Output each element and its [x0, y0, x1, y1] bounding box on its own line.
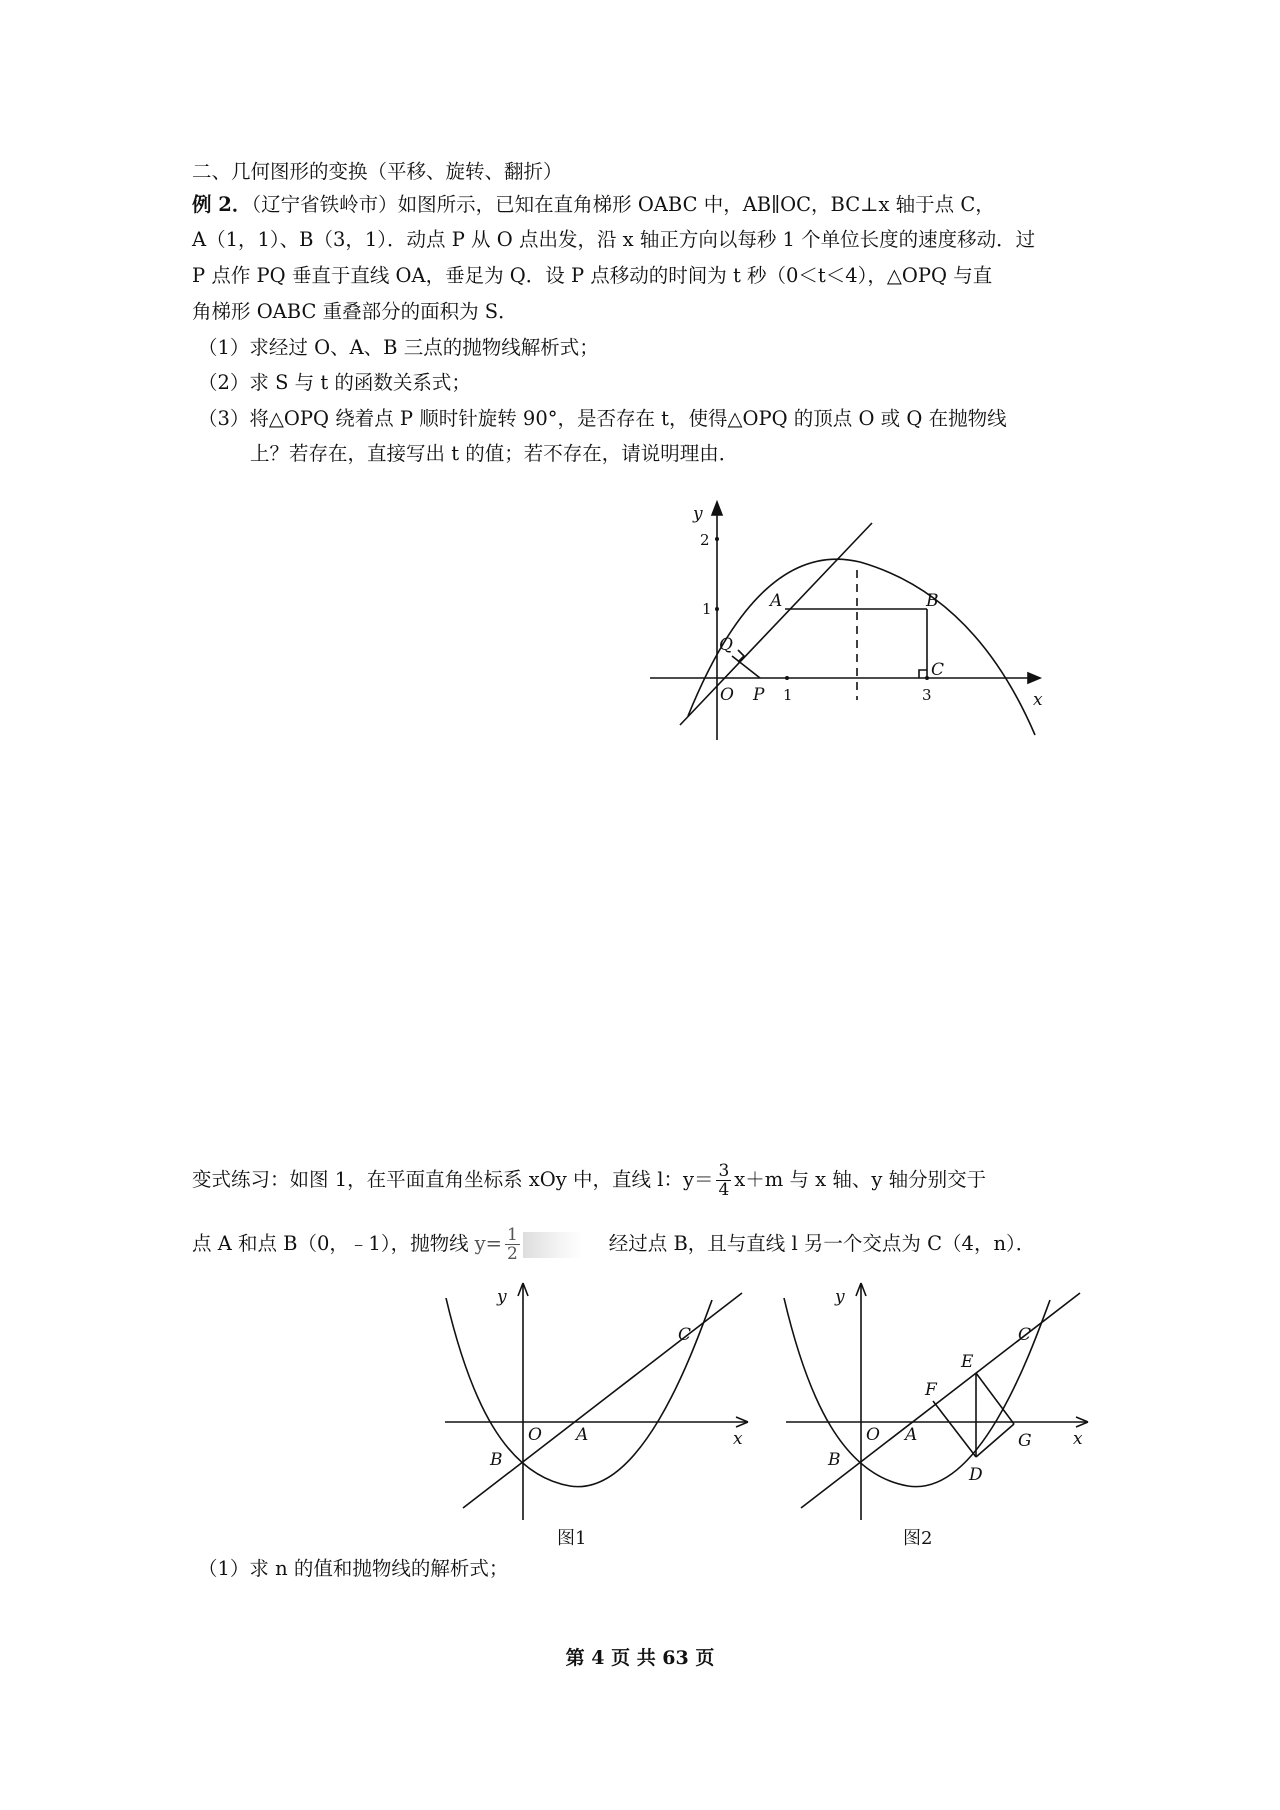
label-d: D — [969, 1465, 983, 1485]
question-2: （2）求 S 与 t 的函数关系式； — [198, 371, 471, 394]
label-q: Q — [719, 635, 733, 655]
segment-fd — [933, 1401, 976, 1457]
variant-line1-pre: 变式练习：如图 1，在平面直角坐标系 xOy 中，直线 l：y＝ — [192, 1168, 714, 1191]
question-3-line-1: （3）将△OPQ 绕着点 P 顺时针旋转 90°，是否存在 t，使得△OPQ 的顶点 O 或 Q 在抛物线 — [198, 407, 1007, 430]
label-c: C — [678, 1325, 692, 1345]
figure-2-diagram — [775, 1275, 1095, 1555]
label-x: x — [733, 1429, 743, 1449]
label-e: E — [961, 1352, 974, 1372]
variant-line-1 — [192, 1162, 986, 1199]
example-line-3: P 点作 PQ 垂直于直线 OA，垂足为 Q．设 P 点移动的时间为 t 秒（0＜t＜4），△OPQ 与直 — [192, 264, 993, 287]
example-line-2: A（1，1）、B（3，1）．动点 P 从 O 点出发，沿 x 轴正方向以每秒 1 个单位长度的速度移动．过 — [192, 228, 1036, 251]
figure-1-caption: 图1 — [557, 1528, 587, 1549]
figure-2-caption: 图2 — [903, 1528, 933, 1549]
variant-line-2 — [192, 1226, 1035, 1263]
label-y: y — [693, 504, 703, 524]
example-line-4: 角梯形 OABC 重叠部分的面积为 S． — [192, 300, 518, 323]
line-l — [801, 1293, 1080, 1508]
label-b: B — [490, 1450, 503, 1470]
fraction-numerator: 3 — [718, 1161, 730, 1181]
tick-y-1 — [715, 607, 719, 611]
line-l — [463, 1293, 742, 1508]
parabola-formula — [474, 1225, 523, 1264]
variant-line2-pre: 点 A 和点 B（0，﹣1），抛物线 — [192, 1232, 469, 1255]
label-y-2: 2 — [700, 531, 710, 549]
label-o: O — [720, 685, 734, 705]
fraction-denominator: 2 — [506, 1244, 518, 1264]
label-g: G — [1018, 1431, 1032, 1451]
example-line1-rest: 如图所示，已知在直角梯形 OABC 中，AB∥OC，BC⊥x 轴于点 C， — [397, 193, 995, 216]
parabola — [446, 1298, 712, 1487]
label-x-3: 3 — [922, 686, 932, 704]
parabola — [784, 1298, 1050, 1487]
parabola — [688, 559, 1035, 735]
tick-y-2 — [715, 537, 719, 541]
label-x: x — [1073, 1429, 1083, 1449]
label-y-1: 1 — [702, 600, 712, 618]
example-label: 例 2． — [192, 193, 252, 216]
question-1: （1）求经过 O、A、B 三点的抛物线解析式； — [198, 336, 599, 359]
figure-trapezoid-parabola — [645, 495, 1050, 745]
label-a: A — [576, 1425, 589, 1445]
figure-1-diagram — [435, 1275, 760, 1555]
label-b: B — [828, 1450, 841, 1470]
y-axis-arrow — [712, 502, 722, 515]
label-f: F — [925, 1380, 937, 1400]
variant-line1-post: x＋m 与 x 轴、y 轴分别交于 — [734, 1168, 987, 1191]
tick-x-1 — [785, 676, 789, 680]
label-c: C — [1018, 1325, 1032, 1345]
label-a: A — [905, 1425, 918, 1445]
page-footer: 第 4 页 共 63 页 — [565, 1647, 715, 1669]
variant-question-1: （1）求 n 的值和抛物线的解析式； — [198, 1557, 509, 1580]
obscured-formula-area — [523, 1232, 583, 1258]
segment-dg — [976, 1424, 1014, 1457]
fraction-1-2 — [505, 1226, 520, 1263]
fraction-3-4 — [716, 1162, 731, 1199]
example-source: （辽宁省铁岭市） — [251, 193, 398, 216]
label-y: y — [835, 1287, 845, 1307]
section-heading: 二、几何图形的变换（平移、旋转、翻折） — [192, 160, 563, 183]
question-3-line-2: 上？若存在，直接写出 t 的值；若不存在，请说明理由． — [250, 442, 739, 465]
line-oa — [680, 523, 872, 725]
label-x-1: 1 — [783, 686, 793, 704]
label-p: P — [753, 685, 765, 705]
tick-x-3 — [925, 676, 929, 680]
label-a: A — [770, 591, 783, 611]
label-x: x — [1033, 690, 1043, 710]
label-b: B — [926, 591, 939, 611]
fraction-numerator: 1 — [506, 1225, 518, 1245]
label-c: C — [931, 660, 945, 680]
label-o: O — [528, 1425, 542, 1445]
example-line-1 — [192, 191, 995, 219]
label-y: y — [497, 1287, 507, 1307]
fraction-denominator: 4 — [718, 1180, 730, 1200]
variant-line2-post: 经过点 B，且与直线 l 另一个交点为 C（4，n）． — [608, 1232, 1036, 1255]
formula-y: y= — [474, 1232, 502, 1255]
label-o: O — [866, 1425, 880, 1445]
x-axis-arrow — [1028, 673, 1040, 683]
